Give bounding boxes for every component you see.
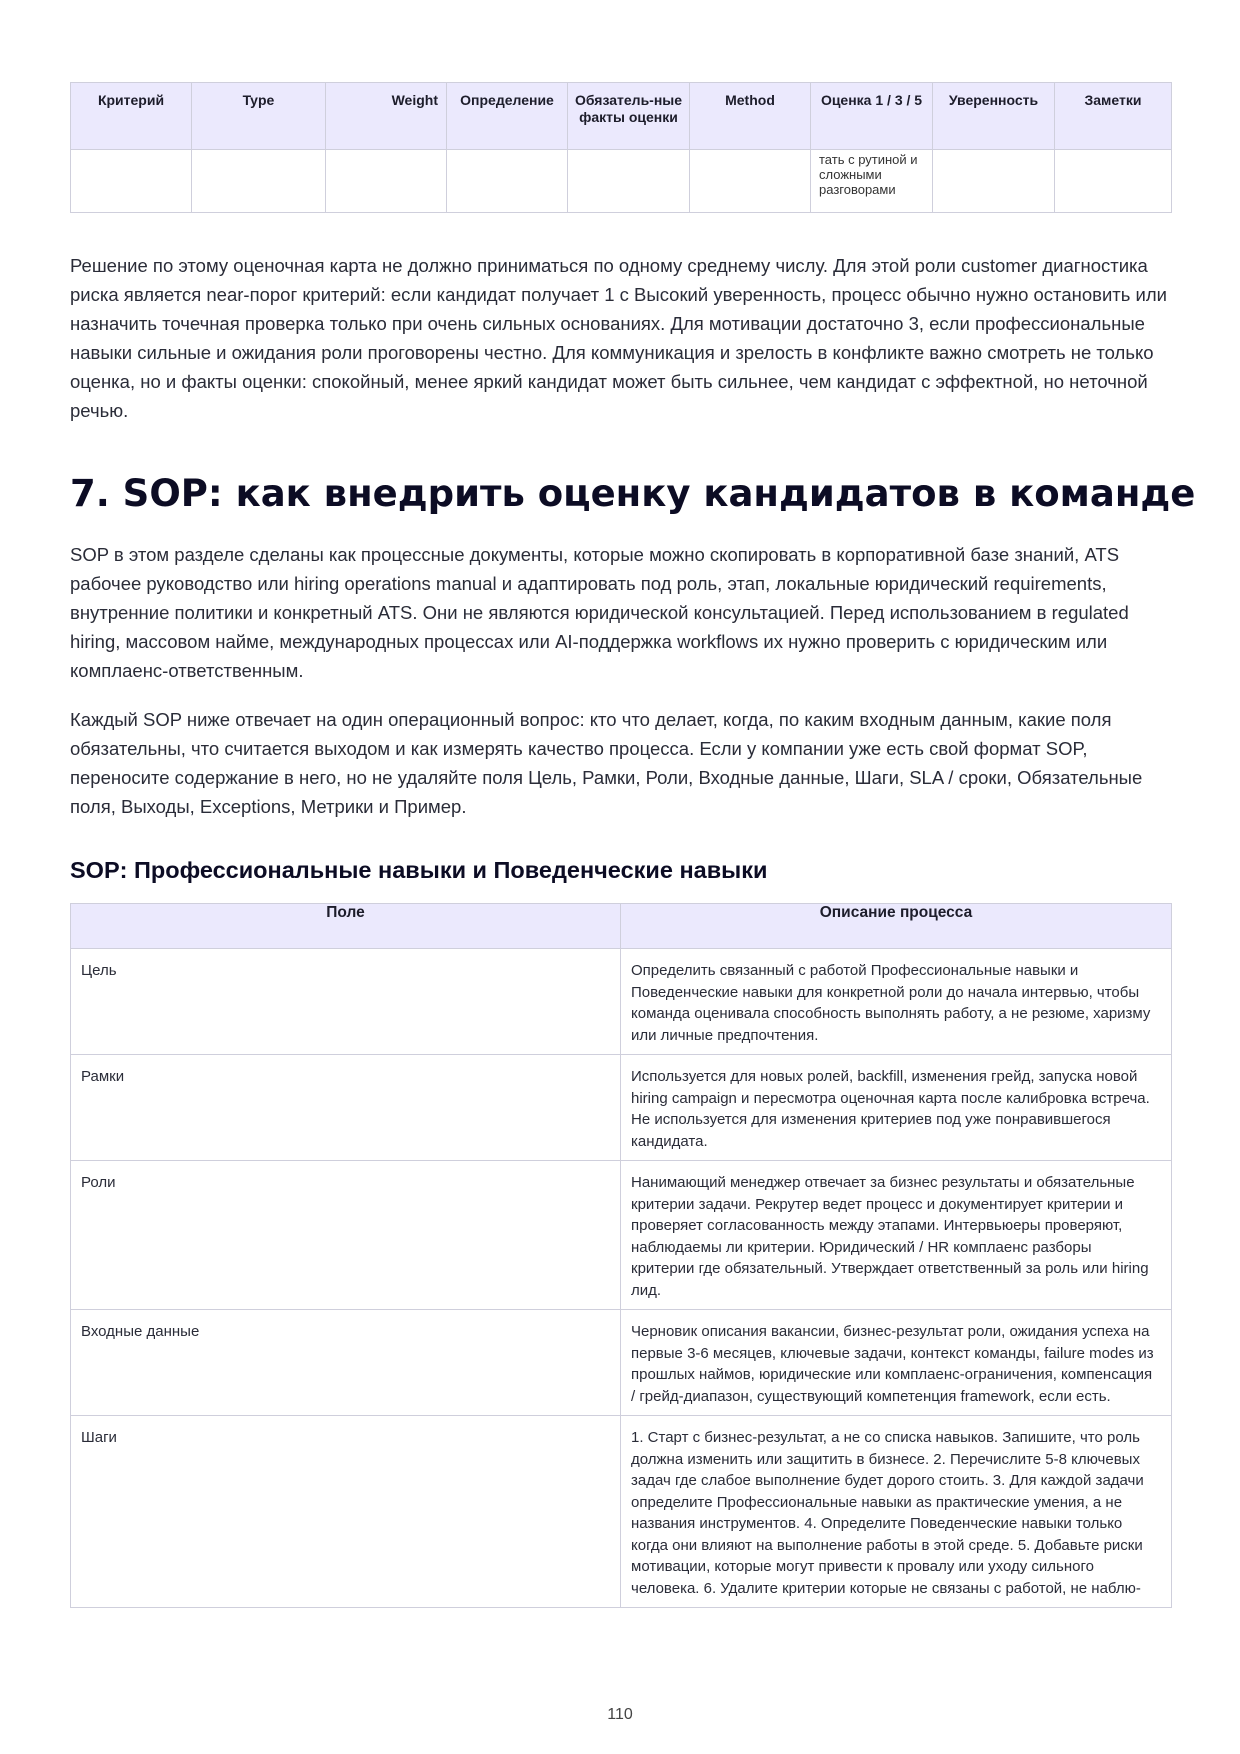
table-cell bbox=[71, 150, 192, 213]
header-confidence: Уверенность bbox=[933, 83, 1055, 150]
table-cell bbox=[192, 150, 326, 213]
header-field: Поле bbox=[71, 904, 621, 949]
field-label: Цель bbox=[71, 949, 621, 1055]
table-cell bbox=[326, 150, 447, 213]
field-description: Используется для новых ролей, backfill, изменения грейд, запуска новой hiring campaign и пересмотра оценочная карта после калибровка встреча. Не используется для изменения критериев под уже понравившегося кандидата. bbox=[621, 1055, 1172, 1161]
table-row bbox=[71, 1161, 1172, 1310]
field-description: Определить связанный с работой Профессиональные навыки и Поведенческие навыки для конкретной роли до начала интервью, чтобы команда оценивала способность выполнять работу, а не резюме, харизму или личные предпочтения. bbox=[621, 949, 1172, 1055]
table-row bbox=[71, 1416, 1172, 1608]
sop-table bbox=[70, 903, 1172, 1608]
table-row bbox=[71, 150, 1172, 213]
field-description: Нанимающий менеджер отвечает за бизнес результаты и обязательные критерии задачи. Рекрутер ведет процесс и документирует критерии и проверяет согласованность между этапами. Интервьюеры проверяют, наблюдаемы ли критерии. Юридический / HR комплаенс разборы критерии где обязательный. Утверждает ответственный за роль или hiring лид. bbox=[621, 1161, 1172, 1310]
table-cell bbox=[690, 150, 811, 213]
field-label: Входные данные bbox=[71, 1310, 621, 1416]
paragraph-sop: Каждый SOP ниже отвечает на один операционный вопрос: кто что делает, когда, по каким входным данным, какие поля обязательны, что считается выходом и как измерять качество процесса. Если у компании уже есть свой формат SOP, переносите содержание в него, но не удаляйте поля Цель, Рамки, Роли, Входные данные, Шаги, SLA / сроки, Обязательные поля, Выходы, Exceptions, Метрики и Пример. bbox=[70, 709, 1143, 817]
header-weight: Weight bbox=[326, 83, 447, 150]
page-footer-area bbox=[0, 1654, 1240, 1754]
scorecard-header-row bbox=[71, 83, 1172, 150]
header-definition: Определение bbox=[447, 83, 568, 150]
table-cell bbox=[933, 150, 1055, 213]
table-cell bbox=[447, 150, 568, 213]
table-row bbox=[71, 1310, 1172, 1416]
header-notes: Заметки bbox=[1055, 83, 1172, 150]
field-label: Рамки bbox=[71, 1055, 621, 1161]
section-title: 7. SOP: как внедрить оценку кандидатов в команде bbox=[70, 472, 1196, 515]
field-label: Шаги bbox=[71, 1416, 621, 1608]
header-score: Оценка 1 / 3 / 5 bbox=[811, 83, 933, 150]
paragraph-decision: Решение по этому оценочная карта не должно приниматься по одному среднему числу. Для этой роли customer диагностика риска является near-порог критерий: если кандидат получает 1 с Высокий уверенность, процесс обычно нужно остановить или назначить точечная проверка только при очень сильных основаниях. Для мотивации достаточно 3, если профессиональные навыки сильные и ожидания роли проговорены честно. Для коммуникация и зрелость в конфликте важно смотреть не только оценка, но и факты оценки: спокойный, менее яркий кандидат может быть сильнее, чем кандидат с эффектной, но неточной речью. bbox=[70, 255, 1167, 421]
sop-title: SOP: Профессиональные навыки и Поведенческие навыки bbox=[70, 857, 768, 883]
table-cell bbox=[568, 150, 690, 213]
header-process-description: Описание процесса bbox=[621, 904, 1172, 949]
table-row bbox=[71, 1055, 1172, 1161]
paragraph-intro: SOP в этом разделе сделаны как процессные документы, которые можно скопировать в корпоративной базе знаний, ATS рабочее руководство или hiring operations manual и адаптировать под роль, этап, локальные юридический requirements, внутренние политики и конкретный ATS. Они не являются юридической консультацией. Перед использованием в regulated hiring, массовом найме, международных процессах или AI-поддержка workflows их нужно проверить с юридическим или комплаенс-ответственным. bbox=[70, 544, 1129, 681]
table-row bbox=[71, 949, 1172, 1055]
table-cell: тать с рутиной и сложными разговорами bbox=[811, 150, 933, 213]
scorecard-table bbox=[70, 82, 1172, 213]
field-description: 1. Старт с бизнес-результат, а не со списка навыков. Запишите, что роль должна изменить или защитить в бизнесе. 2. Перечислите 5-8 ключевых задач где слабое выполнение будет дорого стоить. 3. Для каждой задачи определите Профессиональные навыки as практические умения, а не названия инструментов. 4. Определите Поведенческие навыки только когда они влияют на выполнение работы в этой среде. 5. Добавьте риски мотивации, которые могут привести к провалу или уходу сильного человека. 6. Удалите критерии которые не связаны с работой, не наблю- bbox=[621, 1416, 1172, 1608]
field-label: Роли bbox=[71, 1161, 621, 1310]
table-cell bbox=[1055, 150, 1172, 213]
header-required-evidence: Обязатель-ные факты оценки bbox=[568, 83, 690, 150]
header-method: Method bbox=[690, 83, 811, 150]
sop-header-row bbox=[71, 904, 1172, 949]
field-description: Черновик описания вакансии, бизнес-результат роли, ожидания успеха на первые 3-6 месяцев, ключевые задачи, контекст команды, failure modes из прошлых наймов, юридические или комплаенс-ограничения, компенсация / грейд-диапазон, существующий компетенция framework, если есть. bbox=[621, 1310, 1172, 1416]
header-criterion: Критерий bbox=[71, 83, 192, 150]
page-number: 110 bbox=[607, 1706, 633, 1723]
header-type: Type bbox=[192, 83, 326, 150]
